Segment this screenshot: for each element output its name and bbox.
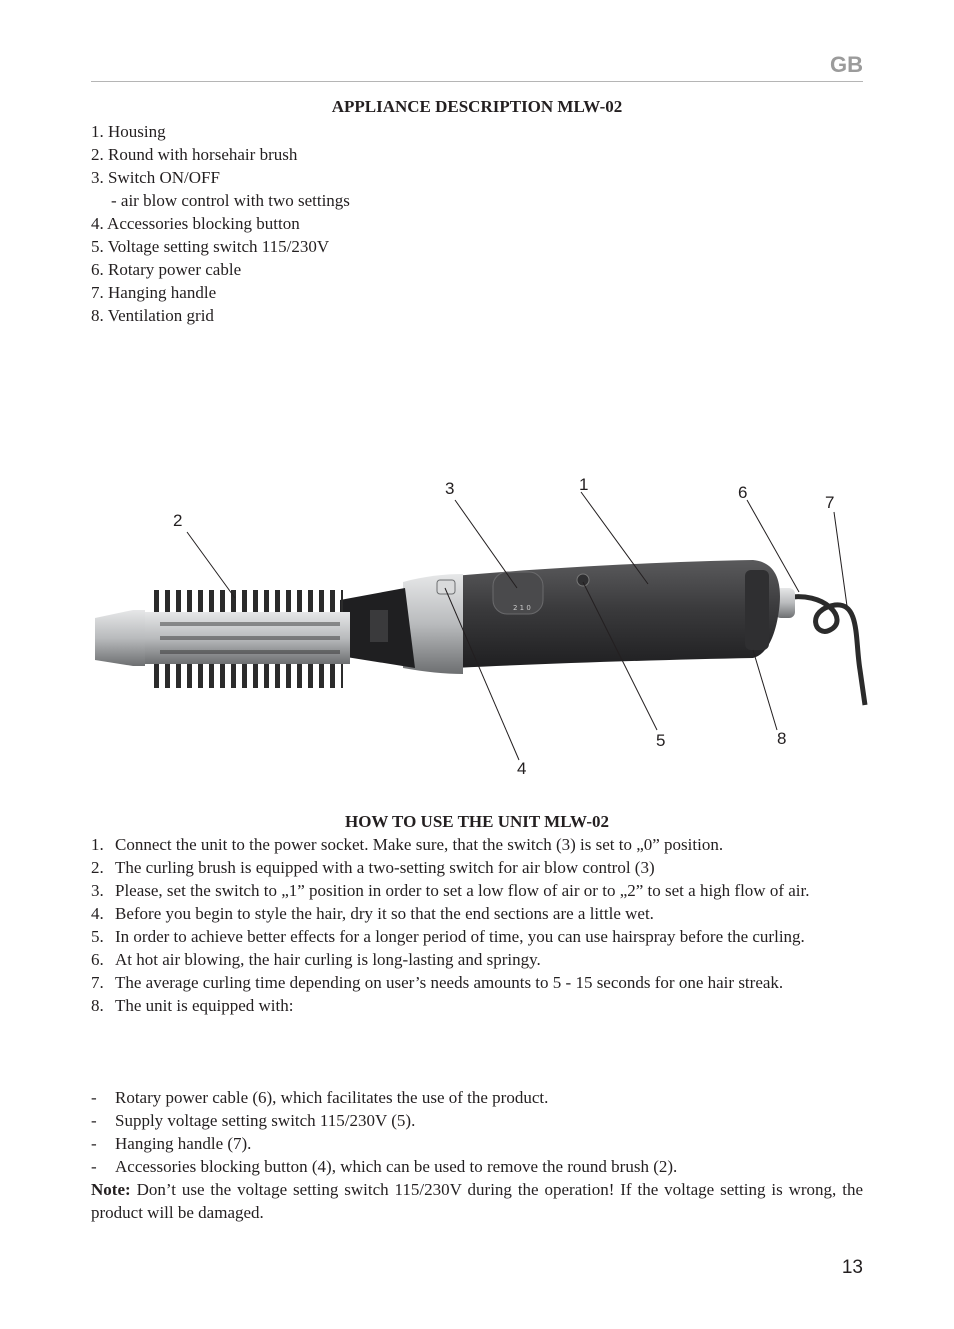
callout-7: 7 [825,493,835,512]
usage-step: 1. Connect the unit to the power socket. Make sure, that the switch (3) is set to „0” position. [91,835,724,854]
part-item: 2. Round with horsehair brush [91,145,298,164]
part-item: 1. Housing [91,122,166,141]
equipment-item: - Hanging handle (7). [91,1134,252,1153]
usage-title: HOW TO USE THE UNIT MLW-02 [344,812,610,831]
usage-step: 4. Before you begin to style the hair, dry it so that the end sections are a little wet. [91,904,654,923]
part-item: 3. Switch ON/OFF [91,168,220,187]
part-item: 7. Hanging handle [91,283,217,302]
callout-2: 2 [173,511,183,530]
part-item: 4. Accessories blocking button [91,214,300,233]
switch-marks: 2 1 0 [513,604,531,612]
language-code: GB [830,52,863,77]
note-label: Note: [91,1180,131,1199]
part-item: 6. Rotary power cable [91,260,242,279]
callout-3: 3 [445,479,455,498]
page-number: 13 [841,1257,863,1278]
ventilation-grid [745,570,769,650]
equipment-item: - Rotary power cable (6), which facilitates the use of the product. [91,1088,549,1107]
usage-step: 8. The unit is equipped with: [91,996,294,1015]
equipment-item: - Accessories blocking button (4), which can be used to remove the round brush (2). [91,1157,678,1176]
part-subitem: - air blow control with two settings [111,191,350,210]
usage-step: 6. At hot air blowing, the hair curling is long-lasting and springy. [91,950,541,969]
product-illustration [85,470,875,790]
usage-step: 7. The average curling time depending on user’s needs amounts to 5 - 15 seconds for one hair streak. [91,973,784,992]
equipment-list [91,1086,863,1178]
header-rule [91,81,863,82]
part-item: 8. Ventilation grid [91,306,214,325]
callout-5: 5 [656,731,666,750]
nozzle-slot [370,610,388,642]
voltage-switch [577,574,589,586]
callout-8: 8 [777,729,787,748]
usage-steps [91,833,863,1017]
housing [415,560,780,670]
equipment-item: - Supply voltage setting switch 115/230V (5). [91,1111,416,1130]
round-brush [145,588,350,688]
note-text: Don’t use the voltage setting switch 115/230V during the operation! If the voltage setting is wrong, the product will be damaged. [91,1180,863,1222]
callout-4: 4 [517,759,527,778]
callout-1: 1 [579,475,589,494]
usage-step: 2. The curling brush is equipped with a two-setting switch for air blow control (3) [91,858,655,877]
description-title: APPLIANCE DESCRIPTION MLW-02 [331,97,623,116]
usage-step: 3. Please, set the switch to „1” position in order to set a low flow of air or to „2” to set a high flow of air. [91,881,810,900]
safety-note [91,1178,863,1224]
usage-step: 5. In order to achieve better effects for a longer period of time, you can use hairspray before the curling. [91,927,805,946]
power-cable [785,597,865,705]
blocking-button [437,580,455,594]
callout-6: 6 [738,483,748,502]
part-item: 5. Voltage setting switch 115/230V [91,237,330,256]
parts-list [91,120,350,327]
brush-tip [95,610,145,666]
